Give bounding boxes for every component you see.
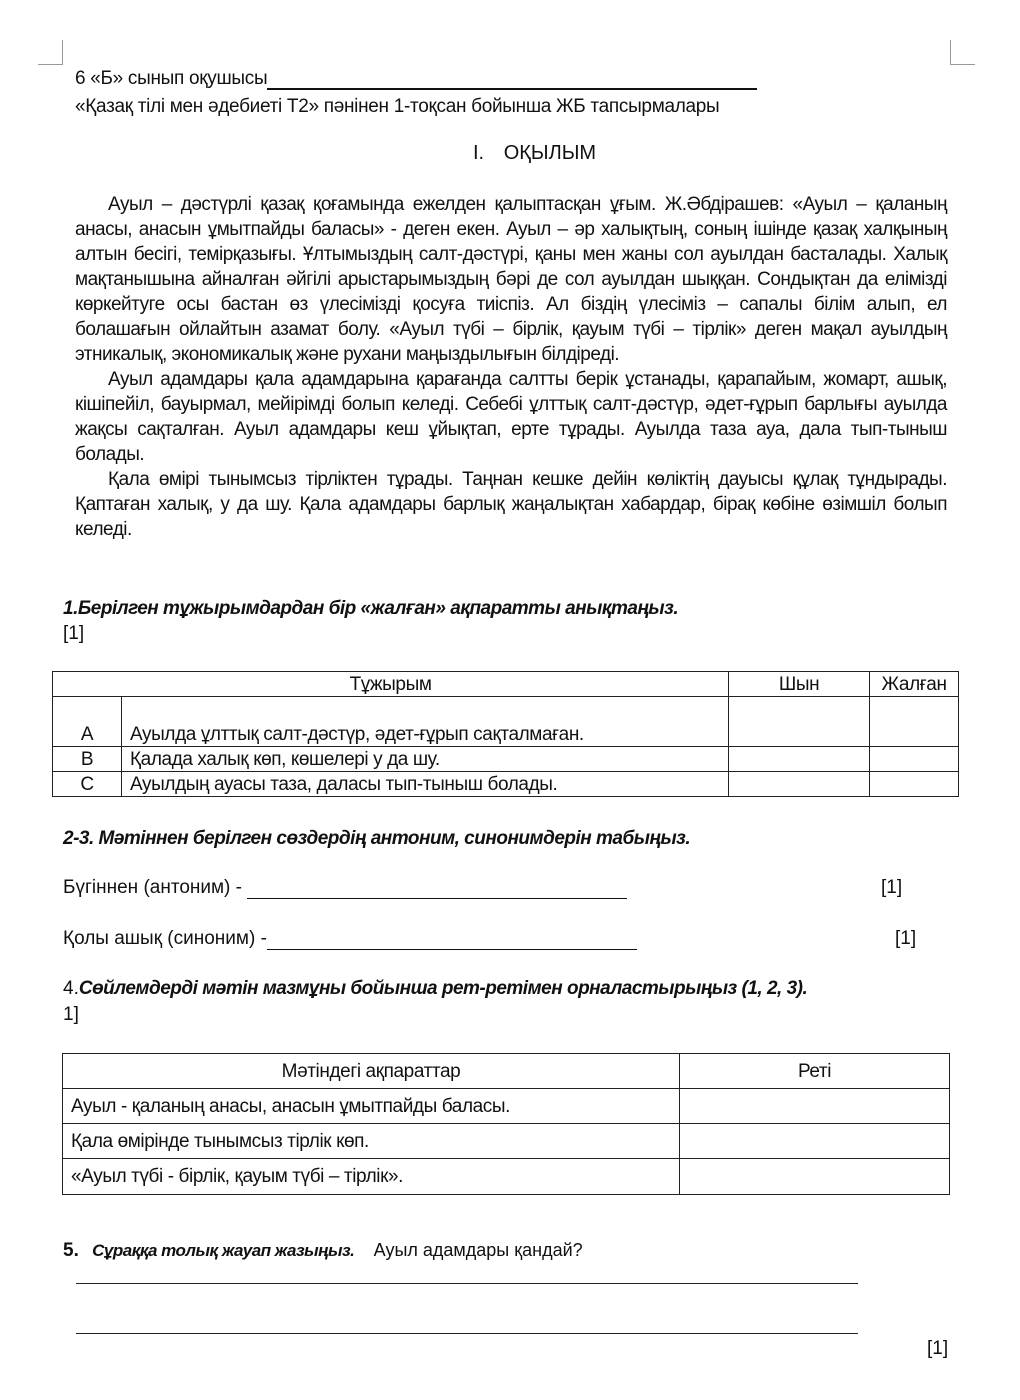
antonym-answer-blank[interactable] — [247, 880, 627, 899]
synonym-score: [1] — [895, 928, 917, 949]
row-letter: A — [53, 697, 122, 747]
task5-title: Сұраққа толық жауап жазыңыз. — [92, 1241, 355, 1260]
header-true: Шын — [729, 672, 870, 697]
row-statement: Қалада халық көп, көшелері у да шу. — [122, 747, 729, 772]
answer-line[interactable] — [76, 1283, 858, 1284]
margin-mark-left — [38, 40, 63, 65]
task4-heading — [63, 978, 807, 1000]
true-cell[interactable] — [729, 747, 870, 772]
section-title: ОҚЫЛЫМ — [503, 142, 597, 164]
task4-number: 4. — [63, 978, 79, 999]
table-row — [63, 1124, 950, 1159]
answer-line[interactable] — [76, 1333, 858, 1334]
section-number: I. — [473, 142, 485, 164]
row-information: Қала өмірінде тынымсыз тірлік көп. — [63, 1124, 680, 1159]
task5-score: [1] — [927, 1338, 949, 1359]
task1-table — [52, 671, 959, 797]
task4-title: Сөйлемдерді мәтін мазмұны бойынша рет-ретімен орналастырыңыз (1, 2, 3). — [78, 978, 808, 999]
header-order: Реті — [680, 1054, 950, 1089]
false-cell[interactable] — [870, 747, 959, 772]
task4-score: 1] — [63, 1004, 79, 1025]
row-letter: B — [53, 747, 122, 772]
task5-number: 5. — [63, 1240, 79, 1261]
table-row — [63, 1159, 950, 1195]
table-row — [53, 772, 959, 797]
order-cell[interactable] — [680, 1159, 950, 1195]
antonym-item — [63, 877, 627, 899]
header-false: Жалған — [870, 672, 959, 697]
order-cell[interactable] — [680, 1124, 950, 1159]
section-heading — [473, 142, 596, 165]
synonym-answer-blank[interactable] — [267, 931, 637, 950]
task23-title: 2-3. Мәтіннен берілген сөздердің антоним, синонимдерін табыңыз. — [63, 828, 691, 849]
row-information: Ауыл - қаланың анасы, анасын ұмытпайды баласы. — [63, 1089, 680, 1124]
header-information: Мәтіндегі ақпараттар — [63, 1054, 680, 1089]
paragraph: Ауыл адамдары қала адамдарына қарағанда салтты берік ұстанады, қарапайым, жомарт, ашық, кішіпейіл, бауырмал, мейірімді болып келеді. Себебі ұлттық салт-дәстүр, әдет-ғұрып барлығы ауылда жақсы сақталған. Ауыл адамдары кеш ұйықтап, ерте тұрады. Ауылда таза ауа, дала тып-тыныш болады. — [75, 369, 947, 465]
false-cell[interactable] — [870, 772, 959, 797]
document-title: «Қазақ тілі мен әдебиеті Т2» пәнінен 1-тоқсан бойынша ЖБ тапсырмалары — [75, 96, 720, 117]
antonym-label: Бүгіннен (антоним) - — [63, 877, 248, 898]
antonym-score: [1] — [881, 877, 903, 898]
student-name-blank[interactable] — [267, 70, 757, 90]
task5-question: Ауыл адамдары қандай? — [373, 1240, 583, 1260]
divider — [62, 1194, 950, 1195]
table-row — [53, 747, 959, 772]
row-letter: C — [53, 772, 122, 797]
header-statement: Тұжырым — [53, 672, 729, 697]
task5-heading — [63, 1240, 583, 1262]
order-cell[interactable] — [680, 1089, 950, 1124]
paragraph: Қала өмірі тынымсыз тірліктен тұрады. Таңнан кешке дейін көліктің дауысы құлақ тұндырады. Қаптаған халық, у да шу. Қала адамдары барлық жаңалықтан хабардар, бірақ көбіне өзімшіл болып келеді. — [75, 469, 947, 540]
synonym-label: Қолы ашық (синоним) - — [63, 928, 267, 949]
true-cell[interactable] — [729, 697, 870, 747]
reading-text — [75, 192, 947, 542]
task1-title: 1.Берілген тұжырымдардан бір «жалған» ақпаратты анықтаңыз. — [63, 598, 679, 619]
margin-mark-right — [950, 40, 975, 65]
task4-table — [62, 1053, 950, 1195]
class-label: 6 «Б» сынып оқушысы — [75, 68, 268, 89]
synonym-item — [63, 928, 637, 950]
row-statement: Ауылда ұлттық салт-дәстүр, әдет-ғұрып сақталмаған. — [122, 697, 729, 747]
paragraph: Ауыл – дәстүрлі қазақ қоғамында ежелден қалыптасқан ұғым. Ж.Әбдірашев: «Ауыл – қаланың анасы, анасын ұмытпайды баласы» - деген екен. Ауыл – әр халықтың, соның ішінде қазақ халқының алтын бесігі, темірқазығы. Ұлтымыздың салт-дәстүрі, қаны мен жаны сол ауылдан басталады. Халық мақтанышына айналған әйгілі арыстарымыздың бәрі де сол ауылдан шыққан. Сондықтан да елімізді көркейтуге осы бастан өз үлесімізді қосуға тиіспіз. Ал біздің үлесіміз – сапалы білім алып, ел болашағын ойлайтын азамат болу. «Ауыл түбі – бірлік, қауым түбі – тірлік» деген мақал ауылдың этникалық, экономикалық және рухани маңыздылығын білдіреді. — [75, 194, 947, 365]
table-row — [53, 697, 959, 747]
row-statement: Ауылдың ауасы таза, даласы тып-тыныш болады. — [122, 772, 729, 797]
true-cell[interactable] — [729, 772, 870, 797]
class-line — [75, 68, 757, 90]
table-row — [63, 1089, 950, 1124]
false-cell[interactable] — [870, 697, 959, 747]
row-information: «Ауыл түбі - бірлік, қауым түбі – тірлік». — [63, 1159, 680, 1195]
task1-score: [1] — [63, 623, 85, 644]
